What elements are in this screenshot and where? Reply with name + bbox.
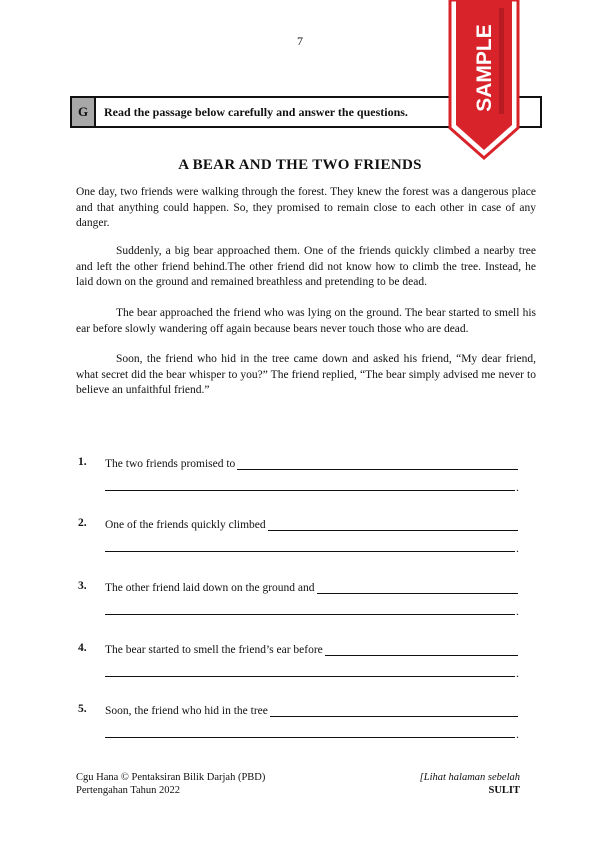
question-text: One of the friends quickly climbed [105,519,266,531]
section-letter: G [72,98,96,126]
question-3 [78,580,523,630]
question-number: 5. [78,703,87,715]
answer-end-mark: . [516,480,519,494]
question-number: 3. [78,580,87,592]
sample-stamp [447,0,521,160]
section-instruction: Read the passage below carefully and answer the questions. [104,104,408,119]
footer-right [412,771,520,797]
story-paragraph-2: Suddenly, a big bear approached them. One of the friends quickly climbed a nearby tree and left the other friend behind.The other friend did not know how to climb the tree. Instead, he laid down on the ground and remained breathless and pretending to be dead. [76,245,536,288]
answer-blank[interactable] [237,456,518,470]
story-paragraph-3: The bear approached the friend who was lying on the ground. The bear started to smell his ear before slowly wandering off again because bears never touch those who are dead. [76,307,536,335]
answer-blank[interactable] [270,703,518,717]
answer-blank[interactable] [317,580,519,594]
question-number: 4. [78,642,87,654]
page-number: 7 [297,34,303,48]
answer-blank[interactable] [325,642,518,656]
footer-turn-page: [Lihat halaman sebelah [419,772,520,783]
answer-line[interactable] [105,490,515,491]
footer-left [76,771,265,797]
story-paragraph-4: Soon, the friend who hid in the tree came down and asked his friend, “My dear friend, what secret did the bear whisper to you?” The friend replied, “The bear simply advised me never to believe an unfaithful friend.” [76,353,536,396]
footer-term: Pertengahan Tahun 2022 [76,785,181,796]
question-text: The bear started to smell the friend’s ear before [105,644,323,656]
question-text: The two friends promised to [105,458,236,470]
question-5 [78,703,523,753]
question-4 [78,642,523,692]
stamp-text: SAMPLE [473,24,496,112]
story-paragraph-1: One day, two friends were walking through the forest. They knew the forest was a dangerous place and that anything could happen. So, they promised to remain close to each other in case of any danger. [76,186,536,229]
story-title: A BEAR AND THE TWO FRIENDS [178,157,422,173]
answer-end-mark: . [516,604,519,618]
question-2 [78,517,523,567]
answer-end-mark: . [516,541,519,555]
answer-line[interactable] [105,551,515,552]
question-1 [78,456,523,506]
answer-line[interactable] [105,676,515,677]
footer-copyright: Cgu Hana © Pentaksiran Bilik Darjah (PBD) [76,772,266,783]
question-text: Soon, the friend who hid in the tree [105,705,268,717]
answer-end-mark: . [516,666,519,680]
footer-sulit: SULIT [488,785,520,796]
answer-line[interactable] [105,614,515,615]
question-text: The other friend laid down on the ground and [105,582,315,594]
answer-line[interactable] [105,737,515,738]
question-number: 2. [78,517,87,529]
answer-end-mark: . [516,727,519,741]
answer-blank[interactable] [268,517,518,531]
question-number: 1. [78,456,87,468]
